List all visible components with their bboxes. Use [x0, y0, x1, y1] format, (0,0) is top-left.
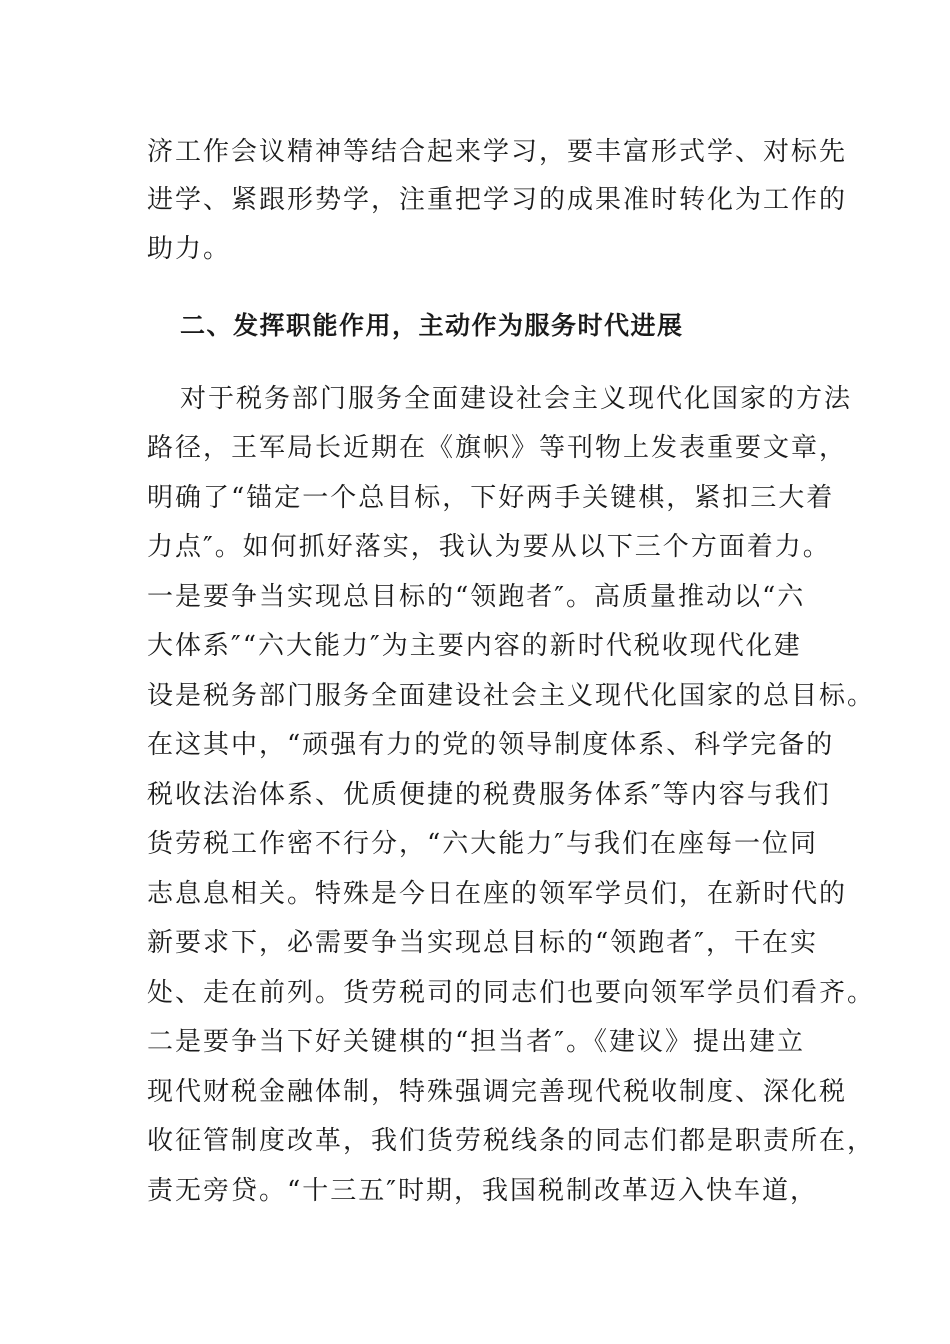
body-line: 大体系″“六大能力″为主要内容的新时代税收现代化建 — [147, 631, 802, 661]
body-line: 二是要争当下好关键棋的“担当者″。《建议》提出建立 — [147, 1027, 806, 1057]
body-line: 现代财税金融体制，特殊强调完善现代税收制度、深化税 — [147, 1077, 848, 1107]
body-line: 在这其中，“顽强有力的党的领导制度体系、科学完备的 — [147, 730, 835, 760]
body-line: 志息息相关。特殊是今日在座的领军学员们，在新时代的 — [147, 879, 848, 909]
body-line: 处、走在前列。货劳税司的同志们也要向领军学员们看齐。 — [147, 978, 876, 1008]
body-line: 收征管制度改革，我们货劳税线条的同志们都是职责所在， — [147, 1126, 876, 1156]
body-line: 路径，王军局长近期在《旗帜》等刊物上发表重要文章， — [147, 433, 848, 463]
body-line: 一是要争当实现总目标的“领跑者″。高质量推动以“六 — [147, 582, 806, 612]
body-line: 明确了“锚定一个总目标，下好两手关键棋，紧扣三大着 — [147, 483, 835, 513]
body-line: 新要求下，必需要争当实现总目标的“领跑者″，干在实 — [147, 928, 819, 958]
body-line: 货劳税工作密不行分，“六大能力″与我们在座每一位同 — [147, 829, 819, 859]
body-line: 助力。 — [147, 234, 232, 264]
body-line: 对于税务部门服务全面建设社会主义现代化国家的方法 — [180, 384, 853, 414]
body-line: 责无旁贷。“十三五″时期，我国税制改革迈入快车道， — [147, 1176, 819, 1206]
body-line: 税收法治体系、优质便捷的税费服务体系″等内容与我们 — [147, 780, 831, 810]
body-line: 济工作会议精神等结合起来学习，要丰富形式学、对标先 — [147, 137, 848, 167]
body-line: 力点″。如何抓好落实，我认为要从以下三个方面着力。 — [147, 532, 831, 562]
section-heading: 二、发挥职能作用，主动作为服务时代进展 — [180, 311, 684, 340]
body-line: 设是税务部门服务全面建设社会主义现代化国家的总目标。 — [147, 681, 876, 711]
body-line: 进学、紧跟形势学，注重把学习的成果准时转化为工作的 — [147, 185, 848, 215]
